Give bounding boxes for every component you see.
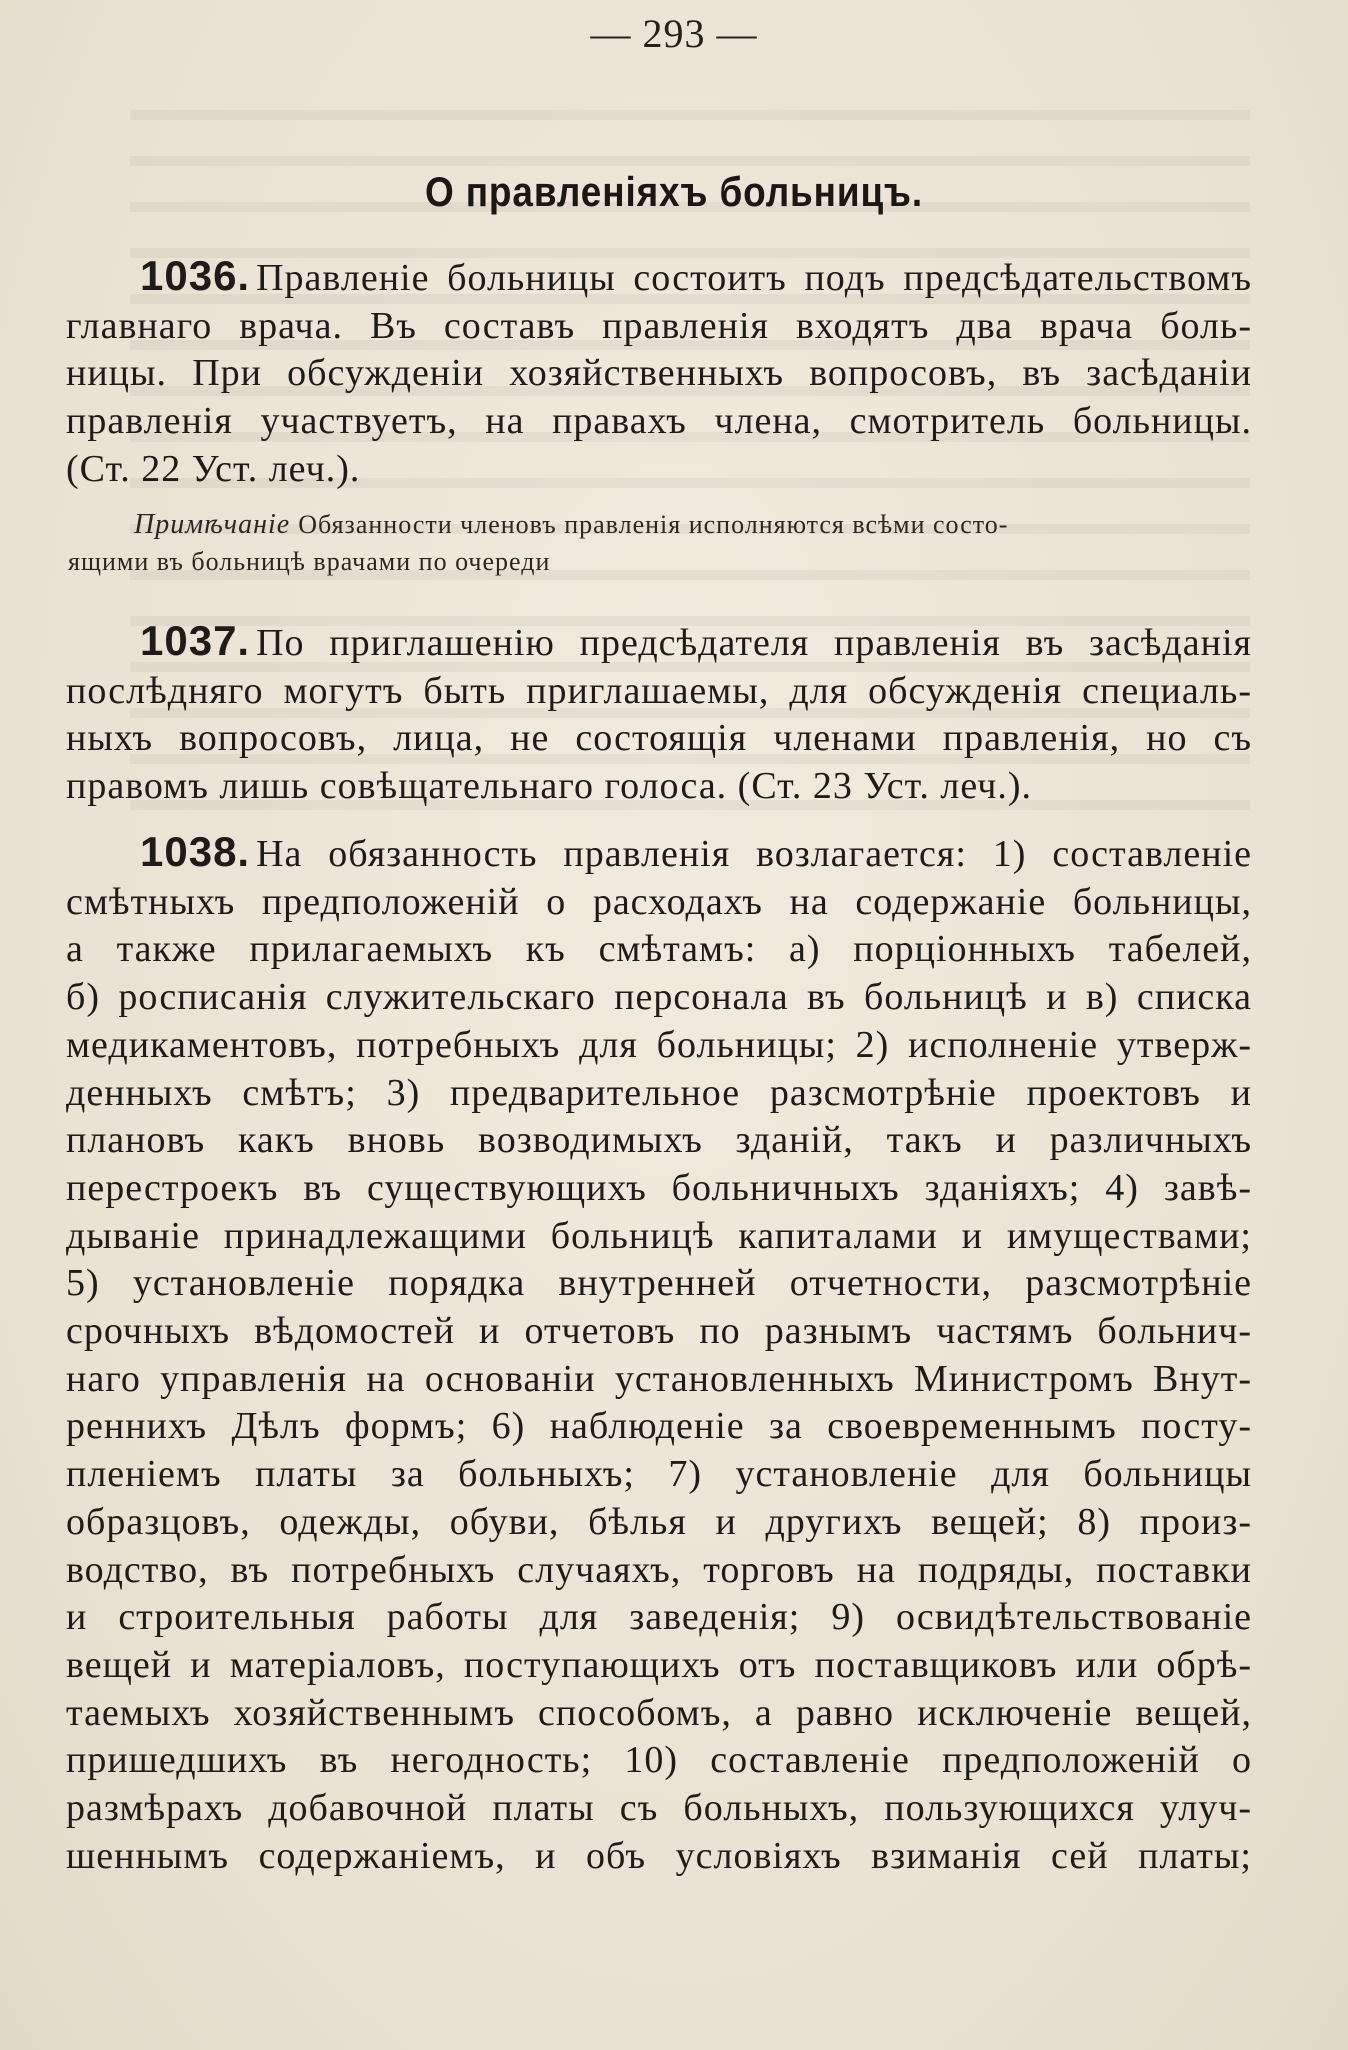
text-line: (Ст. 22 Уст. леч.). (66, 447, 361, 490)
text-line: дываніе принадлежащими больницѣ капиталами и имуществами; (66, 1214, 1252, 1257)
text-line: правленія участвуетъ, на правахъ члена, смотритель больницы. (66, 400, 1252, 443)
text-line: вещей и матеріаловъ, поступающихъ отъ поставщиковъ или обрѣ- (66, 1643, 1252, 1686)
article-number: 1038. (140, 828, 251, 875)
text-line: шеннымъ содержаніемъ, и объ условіяхъ взиманія сей платы; (66, 1834, 1252, 1877)
article-1038 (66, 828, 1252, 1880)
text-line: ныхъ вопросовъ, лица, не состоящія членами правленія, но съ (66, 717, 1252, 760)
note-first-line: Примѣчаніе Обязанности членовъ правленія исполняются всѣми состо- (134, 509, 1009, 540)
article-first-line: 1036. Правленіе больницы состоитъ подъ предсѣдательствомъ (140, 252, 1252, 299)
text-line: медикаментовъ, потребныхъ для больницы; 2) исполненіе утверж- (66, 1023, 1252, 1066)
text-line: водство, въ потребныхъ случаяхъ, торговъ на подряды, поставки (66, 1548, 1252, 1591)
text-line: реннихъ Дѣлъ формъ; 6) наблюденіе за своевременнымъ посту- (66, 1405, 1252, 1448)
note-1036 (68, 506, 1252, 580)
text-line: пленіемъ платы за больныхъ; 7) установленіе для больницы (66, 1453, 1252, 1496)
page-number: — 293 — (590, 11, 758, 56)
text-line: а также прилагаемыхъ къ смѣтамъ: а) порціонныхъ табелей, (66, 928, 1252, 971)
text-line: пришедшихъ въ негодность; 10) составленіе предположеній о (66, 1739, 1252, 1782)
text-line: 5) установленіе порядка внутренней отчетности, разсмотрѣніе (66, 1262, 1252, 1305)
article-first-line: 1037. По приглашенію предсѣдателя правленія въ засѣданія (140, 617, 1252, 664)
note-label: Примѣчаніе (134, 509, 291, 540)
article-first-line: 1038. На обязанность правленія возлагается: 1) составленіе (140, 828, 1252, 875)
text-line: б) росписанія служительскаго персонала въ больницѣ и в) списка (66, 976, 1252, 1019)
text-line: перестроекъ въ существующихъ больничныхъ зданіяхъ; 4) завѣ- (66, 1166, 1252, 1209)
text-line: смѣтныхъ предположеній о расходахъ на содержаніе больницы, (66, 880, 1252, 923)
text-line: и строительныя работы для заведенія; 9) освидѣтельствованіе (66, 1596, 1252, 1639)
text-line: денныхъ смѣтъ; 3) предварительное разсмотрѣніе проектовъ и (66, 1071, 1252, 1114)
text-line: образцовъ, одежды, обуви, бѣлья и другихъ вещей; 8) произ- (66, 1500, 1252, 1543)
text-line: ницы. При обсужденіи хозяйственныхъ вопросовъ, въ засѣданіи (66, 352, 1252, 395)
article-1036 (66, 252, 1252, 494)
text-line: срочныхъ вѣдомостей и отчетовъ по разнымъ частямъ больнич- (66, 1310, 1252, 1353)
text-line: правомъ лишь совѣщательнаго голоса. (Ст. 23 Уст. леч.). (66, 765, 1033, 808)
text-line: наго управленія на основаніи установленныхъ Министромъ Внут- (66, 1357, 1252, 1400)
article-number: 1036. (140, 252, 251, 299)
text-line: размѣрахъ добавочной платы съ больныхъ, пользующихся улуч- (66, 1787, 1252, 1830)
article-number: 1037. (140, 617, 251, 664)
text-line: послѣдняго могутъ быть приглашаемы, для обсужденія специаль- (66, 669, 1252, 712)
note-second-line: ящими въ больницѣ врачами по очереди (68, 547, 551, 576)
text-line: главнаго врача. Въ составъ правленія входятъ два врача боль- (66, 304, 1252, 347)
article-1037 (66, 617, 1252, 811)
text-line: таемыхъ хозяйственнымъ способомъ, а равно исключеніе вещей, (66, 1691, 1252, 1734)
text-line: плановъ какъ вновь возводимыхъ зданій, такъ и различныхъ (66, 1119, 1252, 1162)
section-heading: О правленіяхъ больницъ. (424, 168, 924, 215)
